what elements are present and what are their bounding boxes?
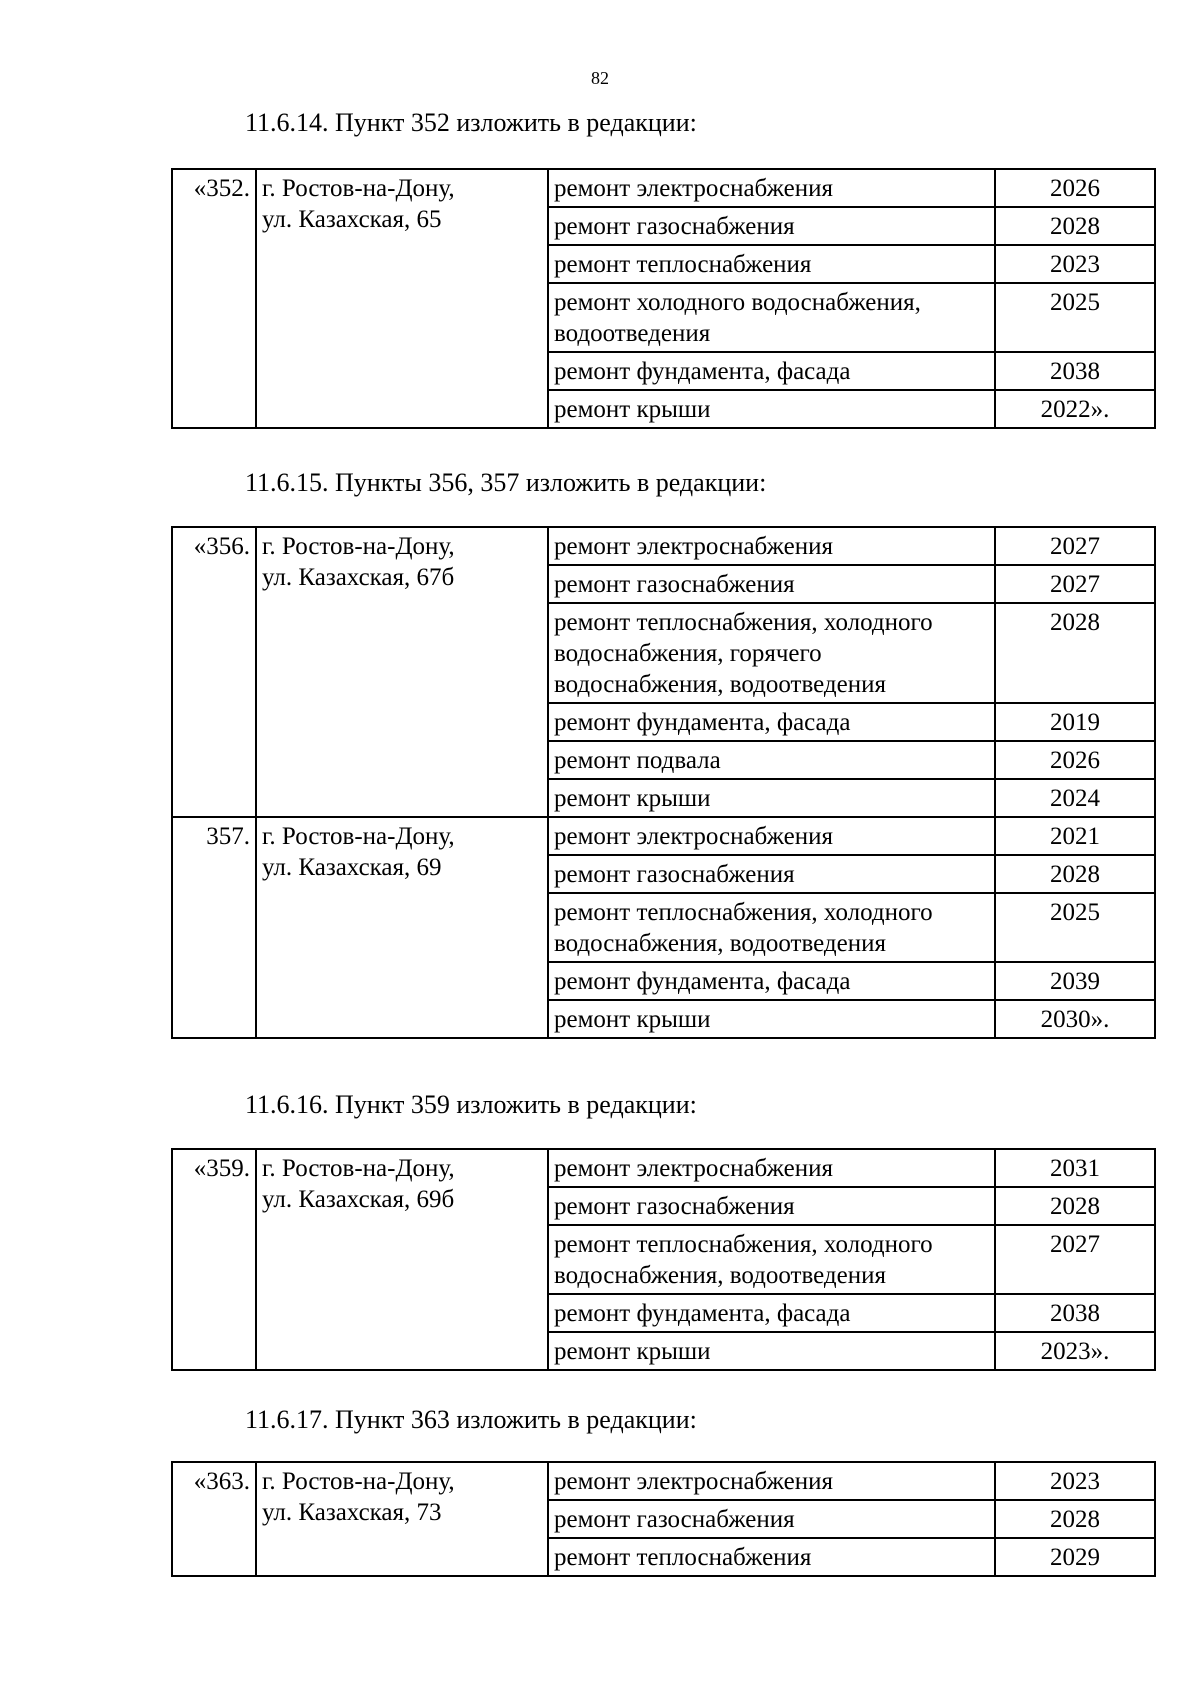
address-city: г. Ростов-на-Дону, (262, 175, 455, 202)
repair-schedule-table (171, 1461, 1156, 1577)
work-year: 2028 (995, 1500, 1155, 1538)
work-year: 2025 (995, 893, 1155, 962)
work-type: ремонт газоснабжения (548, 207, 995, 245)
work-year: 2028 (995, 855, 1155, 893)
work-type: ремонт теплоснабжения, холодного водоснабжения, горячего водоснабжения, водоотведения (548, 603, 995, 703)
item-number: «359. (172, 1149, 256, 1370)
work-year: 2031 (995, 1149, 1155, 1187)
work-year: 2024 (995, 779, 1155, 817)
work-type: ремонт электроснабжения (548, 817, 995, 855)
address-street: ул. Казахская, 69 (262, 854, 442, 881)
work-year: 2026 (995, 169, 1155, 207)
work-year: 2025 (995, 283, 1155, 352)
work-type: ремонт теплоснабжения, холодного водоснабжения, водоотведения (548, 1225, 995, 1294)
repair-schedule-table (171, 1148, 1156, 1371)
work-year: 2038 (995, 352, 1155, 390)
work-year: 2038 (995, 1294, 1155, 1332)
work-type: ремонт теплоснабжения (548, 1538, 995, 1576)
address-cell (256, 527, 548, 817)
work-type: ремонт теплоснабжения, холодного водоснабжения, водоотведения (548, 893, 995, 962)
work-year: 2023». (995, 1332, 1155, 1370)
table-row (172, 817, 1155, 855)
section-heading: 11.6.16. Пункт 359 изложить в редакции: (245, 1090, 697, 1119)
table-row (172, 1462, 1155, 1500)
work-type: ремонт электроснабжения (548, 527, 995, 565)
work-type: ремонт электроснабжения (548, 1149, 995, 1187)
work-year: 2030». (995, 1000, 1155, 1038)
address-city: г. Ростов-на-Дону, (262, 1468, 455, 1495)
work-type: ремонт фундамента, фасада (548, 352, 995, 390)
work-type: ремонт фундамента, фасада (548, 703, 995, 741)
address-street: ул. Казахская, 73 (262, 1499, 442, 1526)
work-type: ремонт крыши (548, 779, 995, 817)
work-year: 2026 (995, 741, 1155, 779)
address-street: ул. Казахская, 69б (262, 1186, 455, 1213)
table-row (172, 169, 1155, 207)
work-year: 2039 (995, 962, 1155, 1000)
address-cell (256, 169, 548, 428)
address-street: ул. Казахская, 65 (262, 206, 442, 233)
work-type: ремонт газоснабжения (548, 1187, 995, 1225)
work-year: 2023 (995, 245, 1155, 283)
section-heading: 11.6.14. Пункт 352 изложить в редакции: (245, 108, 697, 137)
item-number: «356. (172, 527, 256, 817)
address-street: ул. Казахская, 67б (262, 564, 455, 591)
work-type: ремонт крыши (548, 390, 995, 428)
work-type: ремонт фундамента, фасада (548, 1294, 995, 1332)
work-year: 2027 (995, 527, 1155, 565)
page-number: 82 (591, 68, 609, 88)
work-type: ремонт электроснабжения (548, 1462, 995, 1500)
work-type: ремонт электроснабжения (548, 169, 995, 207)
work-type: ремонт газоснабжения (548, 855, 995, 893)
work-type: ремонт теплоснабжения (548, 245, 995, 283)
address-cell (256, 1462, 548, 1576)
work-type: ремонт крыши (548, 1000, 995, 1038)
work-year: 2028 (995, 207, 1155, 245)
work-year: 2023 (995, 1462, 1155, 1500)
address-city: г. Ростов-на-Дону, (262, 1155, 455, 1182)
work-year: 2027 (995, 565, 1155, 603)
repair-schedule-table (171, 526, 1156, 1039)
work-type: ремонт газоснабжения (548, 1500, 995, 1538)
item-number: «363. (172, 1462, 256, 1576)
table-row (172, 1149, 1155, 1187)
work-year: 2028 (995, 603, 1155, 703)
work-year: 2019 (995, 703, 1155, 741)
work-year: 2021 (995, 817, 1155, 855)
work-type: ремонт фундамента, фасада (548, 962, 995, 1000)
table-row (172, 527, 1155, 565)
section-heading: 11.6.15. Пункты 356, 357 изложить в редакции: (245, 468, 767, 497)
work-year: 2029 (995, 1538, 1155, 1576)
work-type: ремонт газоснабжения (548, 565, 995, 603)
work-year: 2027 (995, 1225, 1155, 1294)
work-year: 2022». (995, 390, 1155, 428)
repair-schedule-table (171, 168, 1156, 429)
work-type: ремонт крыши (548, 1332, 995, 1370)
work-type: ремонт подвала (548, 741, 995, 779)
address-city: г. Ростов-на-Дону, (262, 823, 455, 850)
address-cell (256, 817, 548, 1038)
address-cell (256, 1149, 548, 1370)
section-heading: 11.6.17. Пункт 363 изложить в редакции: (245, 1405, 697, 1434)
item-number: 357. (172, 817, 256, 1038)
work-type: ремонт холодного водоснабжения, водоотведения (548, 283, 995, 352)
address-city: г. Ростов-на-Дону, (262, 533, 455, 560)
item-number: «352. (172, 169, 256, 428)
work-year: 2028 (995, 1187, 1155, 1225)
